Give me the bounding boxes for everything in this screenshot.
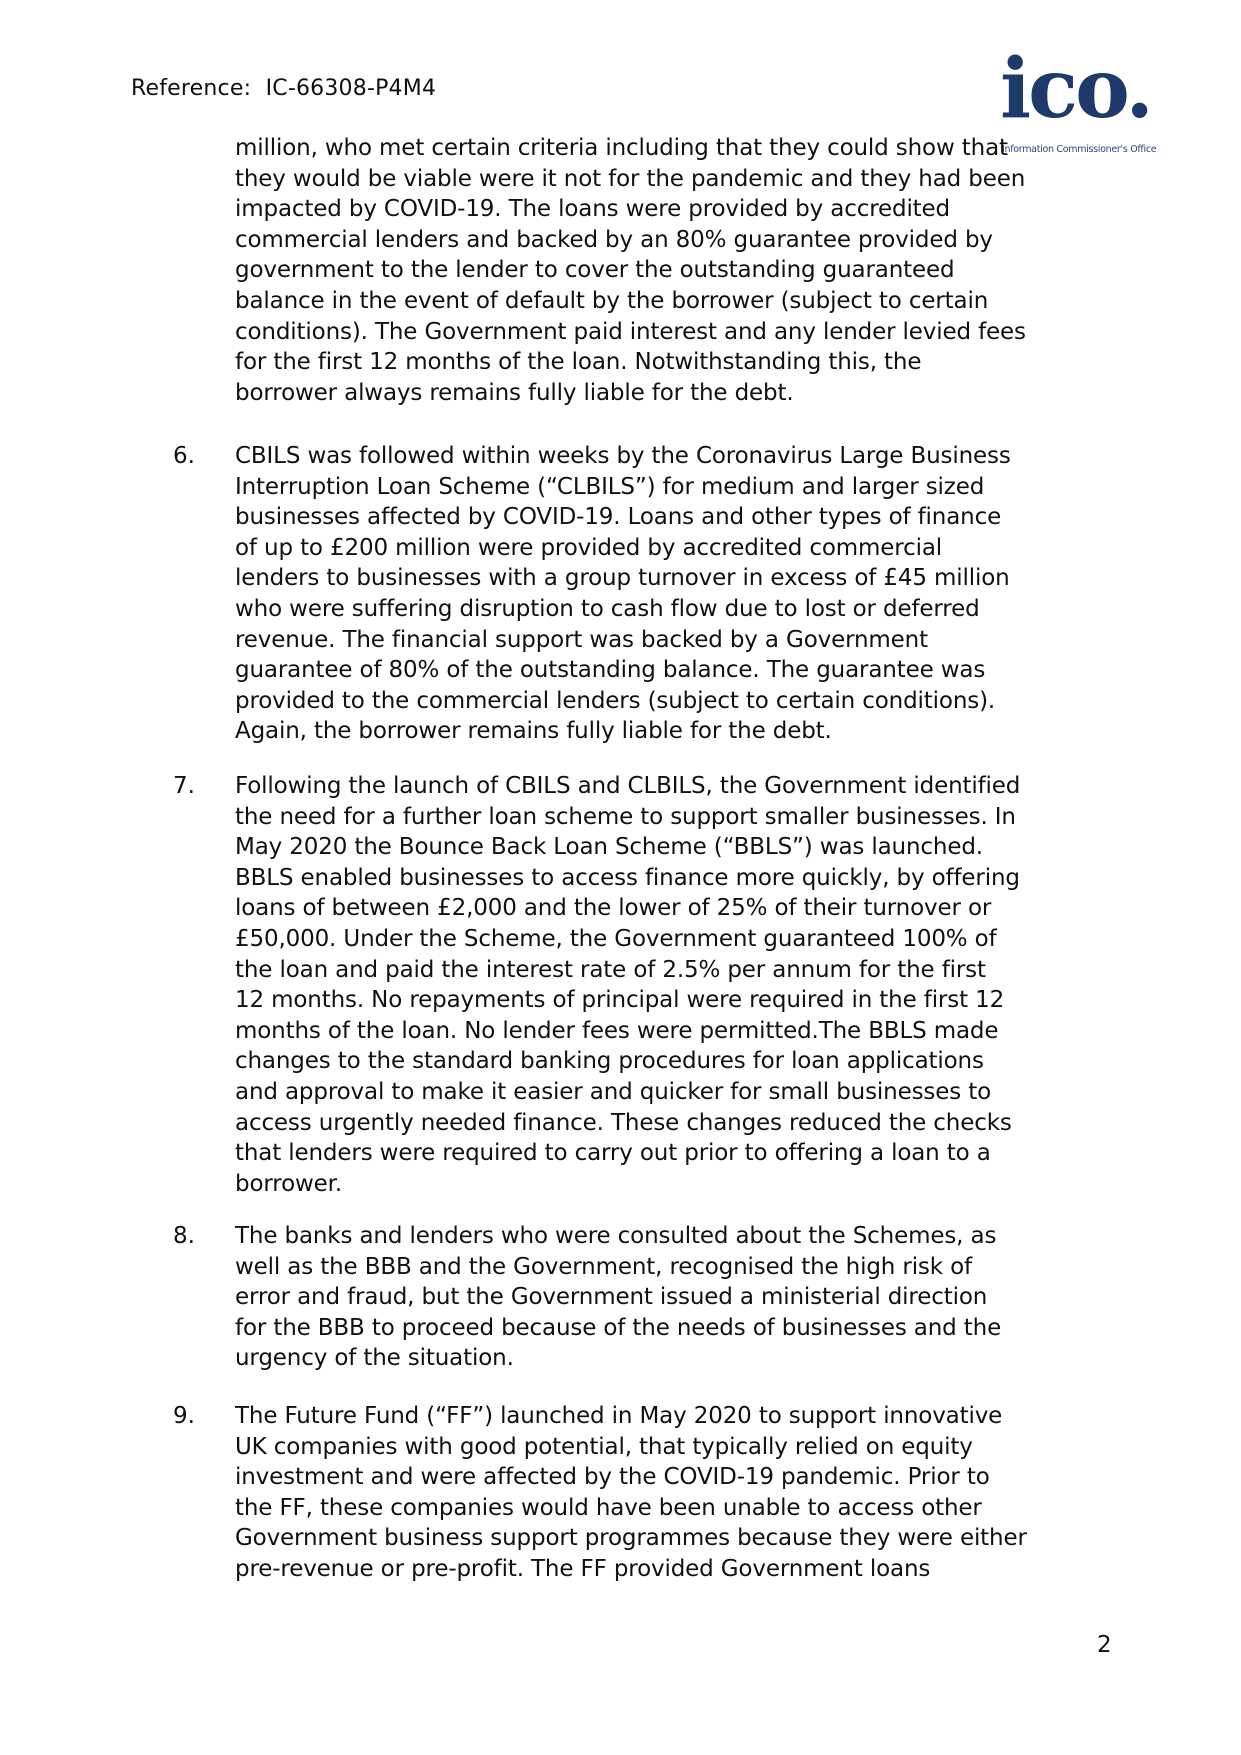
text-line: balance in the event of default by the borrower (subject to certain: [235, 287, 989, 314]
text-line: borrower.: [235, 1170, 343, 1197]
text-line: The banks and lenders who were consulted about the Schemes, as: [235, 1223, 997, 1249]
text-line: BBLS enabled businesses to access finance more quickly, by offering: [235, 864, 1020, 891]
text-line: for the first 12 months of the loan. Notwithstanding this, the: [235, 349, 922, 376]
text-line: 12 months. No repayments of principal were required in the first 12: [235, 987, 1005, 1014]
paragraph-number: 8.: [173, 1223, 195, 1249]
paragraph-number: 9.: [173, 1403, 195, 1429]
text-line: CBILS was followed within weeks by the Coronavirus Large Business: [235, 443, 1011, 469]
text-line: of up to £200 million were provided by accredited commercial: [235, 534, 943, 561]
text-line: investment and were affected by the COVID-19 pandemic. Prior to: [235, 1464, 990, 1491]
text-line: loans of between £2,000 and the lower of 25% of their turnover or: [235, 895, 992, 922]
text-line: that lenders were required to carry out prior to offering a loan to a: [235, 1140, 991, 1167]
paragraph-text: [235, 1221, 1001, 1374]
text-line: UK companies with good potential, that typically relied on equity: [235, 1433, 973, 1460]
text-line: guarantee of 80% of the outstanding balance. The guarantee was: [235, 657, 986, 684]
text-line: May 2020 the Bounce Back Loan Scheme (“BBLS”) was launched.: [235, 834, 983, 861]
text-line: and approval to make it easier and quicker for small businesses to: [235, 1078, 992, 1105]
text-line: Interruption Loan Scheme (“CLBILS”) for medium and larger sized: [235, 473, 985, 500]
paragraph-number: 6.: [173, 443, 195, 469]
text-line: Again, the borrower remains fully liable for the debt.: [235, 718, 832, 745]
text-line: changes to the standard banking procedures for loan applications: [235, 1048, 984, 1075]
page-number: 2: [1097, 1632, 1112, 1658]
paragraph-text: [235, 1401, 1027, 1585]
text-line: error and fraud, but the Government issued a ministerial direction: [235, 1284, 988, 1311]
ico-logo-tagline: Information Commissioner's Office: [1002, 144, 1157, 155]
text-line: they would be viable were it not for the pandemic and they had been: [235, 165, 1026, 192]
ico-logo-wordmark: ico.: [1000, 41, 1151, 137]
text-line: million, who met certain criteria including that they could show that: [235, 135, 1008, 161]
text-line: Government business support programmes because they were either: [235, 1525, 1027, 1552]
text-line: government to the lender to cover the outstanding guaranteed: [235, 257, 955, 284]
text-line: the loan and paid the interest rate of 2.5% per annum for the first: [235, 956, 986, 983]
text-line: for the BBB to proceed because of the needs of businesses and the: [235, 1314, 1002, 1341]
paragraph-text: [235, 133, 1026, 408]
text-line: impacted by COVID-19. The loans were provided by accredited: [235, 196, 950, 223]
text-line: commercial lenders and backed by an 80% guarantee provided by: [235, 226, 993, 253]
text-line: months of the loan. No lender fees were permitted.The BBLS made: [235, 1017, 999, 1044]
text-line: Following the launch of CBILS and CLBILS, the Government identified: [235, 773, 1021, 799]
text-line: urgency of the situation.: [235, 1345, 514, 1372]
text-line: borrower always remains fully liable for the debt.: [235, 379, 794, 406]
paragraph-text: [235, 441, 1011, 747]
text-line: the need for a further loan scheme to support smaller businesses. In: [235, 803, 1016, 830]
text-line: revenue. The financial support was backed by a Government: [235, 626, 928, 653]
paragraph-number: 7.: [173, 773, 195, 799]
text-line: £50,000. Under the Scheme, the Government guaranteed 100% of: [235, 925, 997, 952]
text-line: lenders to businesses with a group turnover in excess of £45 million: [235, 565, 1010, 592]
text-line: conditions). The Government paid interest and any lender levied fees: [235, 318, 1026, 345]
paragraph-text: [235, 771, 1020, 1199]
reference-number: Reference: IC-66308-P4M4: [131, 76, 437, 101]
text-line: provided to the commercial lenders (subject to certain conditions).: [235, 687, 996, 714]
ico-logo: [1000, 41, 1180, 163]
text-line: The Future Fund (“FF”) launched in May 2020 to support innovative: [235, 1403, 1003, 1429]
text-line: who were suffering disruption to cash flow due to lost or deferred: [235, 595, 980, 622]
text-line: the FF, these companies would have been unable to access other: [235, 1494, 982, 1521]
text-line: well as the BBB and the Government, recognised the high risk of: [235, 1253, 972, 1280]
text-line: pre-revenue or pre-profit. The FF provided Government loans: [235, 1555, 931, 1582]
text-line: access urgently needed finance. These changes reduced the checks: [235, 1109, 1012, 1136]
text-line: businesses affected by COVID-19. Loans and other types of finance: [235, 504, 1002, 531]
